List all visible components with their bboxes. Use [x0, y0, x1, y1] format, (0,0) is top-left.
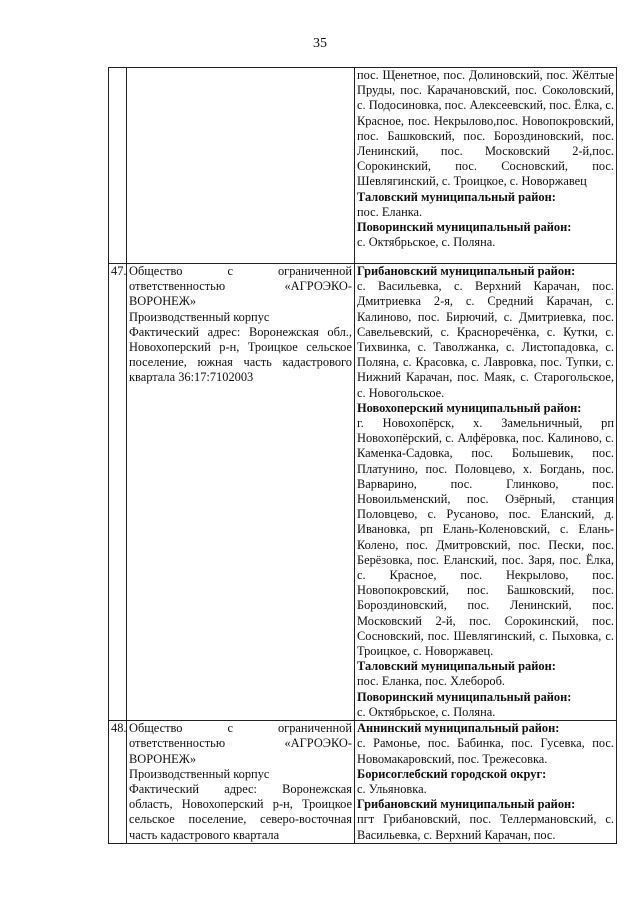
organization-name: Общество с ограниченной ответственностью «АГРОЭКО-ВОРОНЕЖ»: [129, 721, 352, 766]
row-number-cell: [109, 68, 127, 264]
settlement-list: с. Васильевка, с. Верхний Карачан, пос. Дмитриевка 2-я, с. Средний Карачан, с. Калиново, пос. Бирючий, с. Дмитриевка, пос. Савельевский, с. Красноречёнка, с. Кутки, с. Тихвинка, с. Таволжанка, с. Листопадовка, с. Поляна, с. Красовка, с. Лавровка, пос. Тупки, с. Нижний Карачан, пос. Маяк, с. Старогольское, с. Новогольское.: [357, 279, 614, 400]
organization-cell-content: [129, 721, 352, 843]
registry-table-body: [109, 68, 617, 844]
row-number: 48.: [111, 721, 127, 736]
facility-type: Производственный корпус: [129, 309, 270, 324]
settlement-list: с. Октябрьское, с. Поляна.: [357, 704, 496, 719]
registry-table: [108, 67, 617, 844]
district-heading: Борисоглебский городской округ:: [357, 766, 547, 781]
settlement-list: г. Новохопёрск, х. Замельничный, рп Новохопёрский, с. Алфёровка, пос. Калиново, с. Каменка-Садовка, пос. Большевик, пос. Платунино, пос. Половцево, х. Богдань, пос. Варварино, пос. Глинково, пос. Новоильменский, пос. Озёрный, станция Половцево, с. Русаново, пос. Еланский, д. Ивановка, рп Елань-Коленовский, с. Елань-Колено, пос. Дмитровский, пос. Пески, пос. Берёзовка, пос. Еланский, пос. Заря, пос. Ёлка, с. Красное, пос. Некрылово, пос. Новопокровский, пос. Башковский, пос. Бороздиновский, пос. Ленинский, пос. Московский 2-й, пос. Сорокинский, пос. Сосновский, пос. Шевлягинский, с. Пыховка, с. Троицкое, с. Новоржавец.: [357, 416, 614, 659]
settlement-list: пос. Еланка.: [357, 204, 423, 219]
settlement-list: пгт Грибановский, пос. Теллермановский, с. Васильевка, с. Верхний Карачан, пос.: [357, 812, 614, 842]
row-number: 47.: [111, 264, 127, 278]
organization-cell: [127, 68, 355, 264]
organization-name: Общество с ограниченной ответственностью «АГРОЭКО-ВОРОНЕЖ»: [129, 264, 352, 309]
row-number-cell: [109, 721, 127, 844]
facility-address: Фактический адрес: Воронежская область, Новохоперский р-н, Троицкое сельское поселение, северо-восточная часть кадастрового квартала: [129, 781, 352, 842]
service-area-cell: [355, 721, 617, 844]
service-area-cell-content: [357, 721, 614, 843]
table-row: [109, 264, 617, 721]
settlement-list: пос. Еланка, пос. Хлебороб.: [357, 674, 505, 689]
page-number: 35: [313, 36, 327, 51]
district-heading: Поворинский муниципальный район:: [357, 689, 572, 704]
table-row: [109, 721, 617, 844]
settlement-list: с. Октябрьское, с. Поляна.: [357, 235, 496, 250]
district-heading: Поворинский муниципальный район:: [357, 220, 572, 235]
settlement-list: с. Ульяновка.: [357, 781, 427, 796]
row-number-cell: [109, 264, 127, 721]
facility-address: Фактический адрес: Воронежская обл., Новохоперский р-н, Троицкое сельское поселение, южная часть кадастрового квартала 36:17:7102003: [129, 324, 352, 385]
table-row: [109, 68, 617, 264]
service-area-cell: [355, 68, 617, 264]
district-heading: Новохоперский муниципальный район:: [357, 400, 582, 415]
organization-cell: [127, 264, 355, 721]
settlement-list: с. Рамонье, пос. Бабинка, пос. Гусевка, пос. Новомакаровский, пос. Трежесовка.: [357, 736, 614, 766]
district-heading: Грибановский муниципальный район:: [357, 797, 576, 812]
district-heading: Аннинский муниципальный район:: [357, 721, 560, 736]
service-area-cell: [355, 264, 617, 721]
district-heading: Таловский муниципальный район:: [357, 189, 556, 204]
district-heading: Таловский муниципальный район:: [357, 659, 556, 674]
facility-type: Производственный корпус: [129, 766, 270, 781]
organization-cell: [127, 721, 355, 844]
settlement-list: пос. Щенетное, пос. Долиновский, пос. Жёлтые Пруды, пос. Карачановский, пос. Соколовский, с. Подосиновка, пос. Алексеевский, пос. Ёлка, с. Красное, пос. Некрылово,пос. Новопокровский, пос. Башковский, пос. Бороздиновский, пос. Ленинский, пос. Московский 2-й,пос. Сорокинский, пос. Сосновский, пос. Шевлягинский, с. Троицкое, с. Новоржавец: [357, 68, 614, 189]
district-heading: Грибановский муниципальный район:: [357, 264, 576, 278]
